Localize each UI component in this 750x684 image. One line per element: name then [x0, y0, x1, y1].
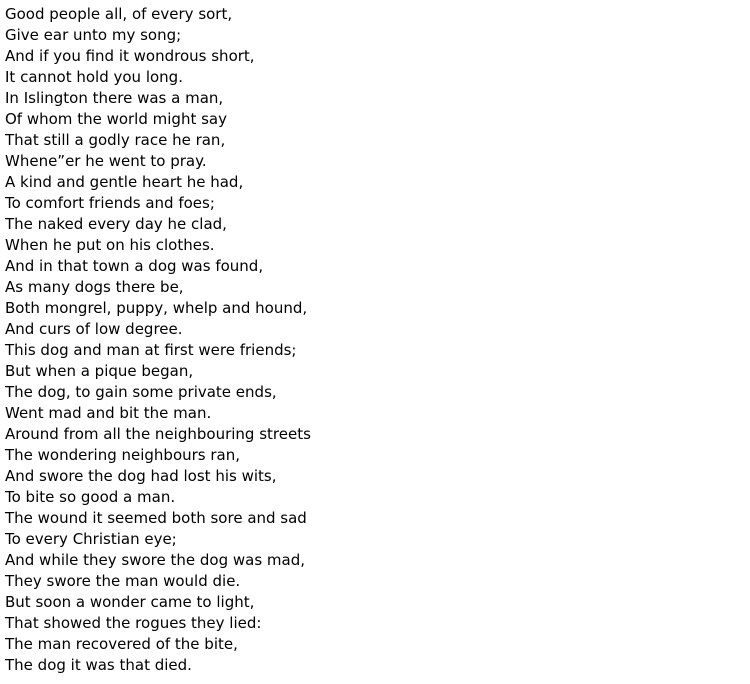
- poem-line: Give ear unto my song;: [5, 26, 182, 44]
- poem-line: When he put on his clothes.: [5, 236, 215, 254]
- poem-line: That showed the rogues they lied:: [5, 614, 262, 632]
- poem-line: They swore the man would die.: [5, 572, 241, 590]
- poem-line: Went mad and bit the man.: [5, 404, 212, 422]
- poem-line: The man recovered of the bite,: [5, 635, 238, 653]
- poem-line: Around from all the neighbouring streets: [5, 425, 311, 443]
- poem-line: And if you find it wondrous short,: [5, 47, 255, 65]
- poem-line: Of whom the world might say: [5, 110, 227, 128]
- poem-line: To every Christian eye;: [5, 530, 177, 548]
- poem-line: Good people all, of every sort,: [5, 5, 233, 23]
- poem-line: And while they swore the dog was mad,: [5, 551, 306, 569]
- poem-line: That still a godly race he ran,: [5, 131, 226, 149]
- poem-line: Whene”er he went to pray.: [5, 152, 207, 170]
- poem-text: [5, 4, 311, 676]
- poem-line: Both mongrel, puppy, whelp and hound,: [5, 299, 308, 317]
- poem-line: And curs of low degree.: [5, 320, 183, 338]
- poem-line: And swore the dog had lost his wits,: [5, 467, 277, 485]
- poem-line: But soon a wonder came to light,: [5, 593, 255, 611]
- poem-line: In Islington there was a man,: [5, 89, 224, 107]
- poem-line: As many dogs there be,: [5, 278, 184, 296]
- poem-line: The naked every day he clad,: [5, 215, 227, 233]
- poem-line: To comfort friends and foes;: [5, 194, 215, 212]
- poem-line: The wondering neighbours ran,: [5, 446, 241, 464]
- poem-line: It cannot hold you long.: [5, 68, 183, 86]
- poem-line: The dog it was that died.: [5, 656, 192, 674]
- poem-line: But when a pique began,: [5, 362, 194, 380]
- poem-line: A kind and gentle heart he had,: [5, 173, 244, 191]
- poem-line: The dog, to gain some private ends,: [5, 383, 277, 401]
- poem-line: This dog and man at first were friends;: [5, 341, 297, 359]
- poem-line: And in that town a dog was found,: [5, 257, 264, 275]
- poem-line: The wound it seemed both sore and sad: [5, 509, 307, 527]
- poem-line: To bite so good a man.: [5, 488, 176, 506]
